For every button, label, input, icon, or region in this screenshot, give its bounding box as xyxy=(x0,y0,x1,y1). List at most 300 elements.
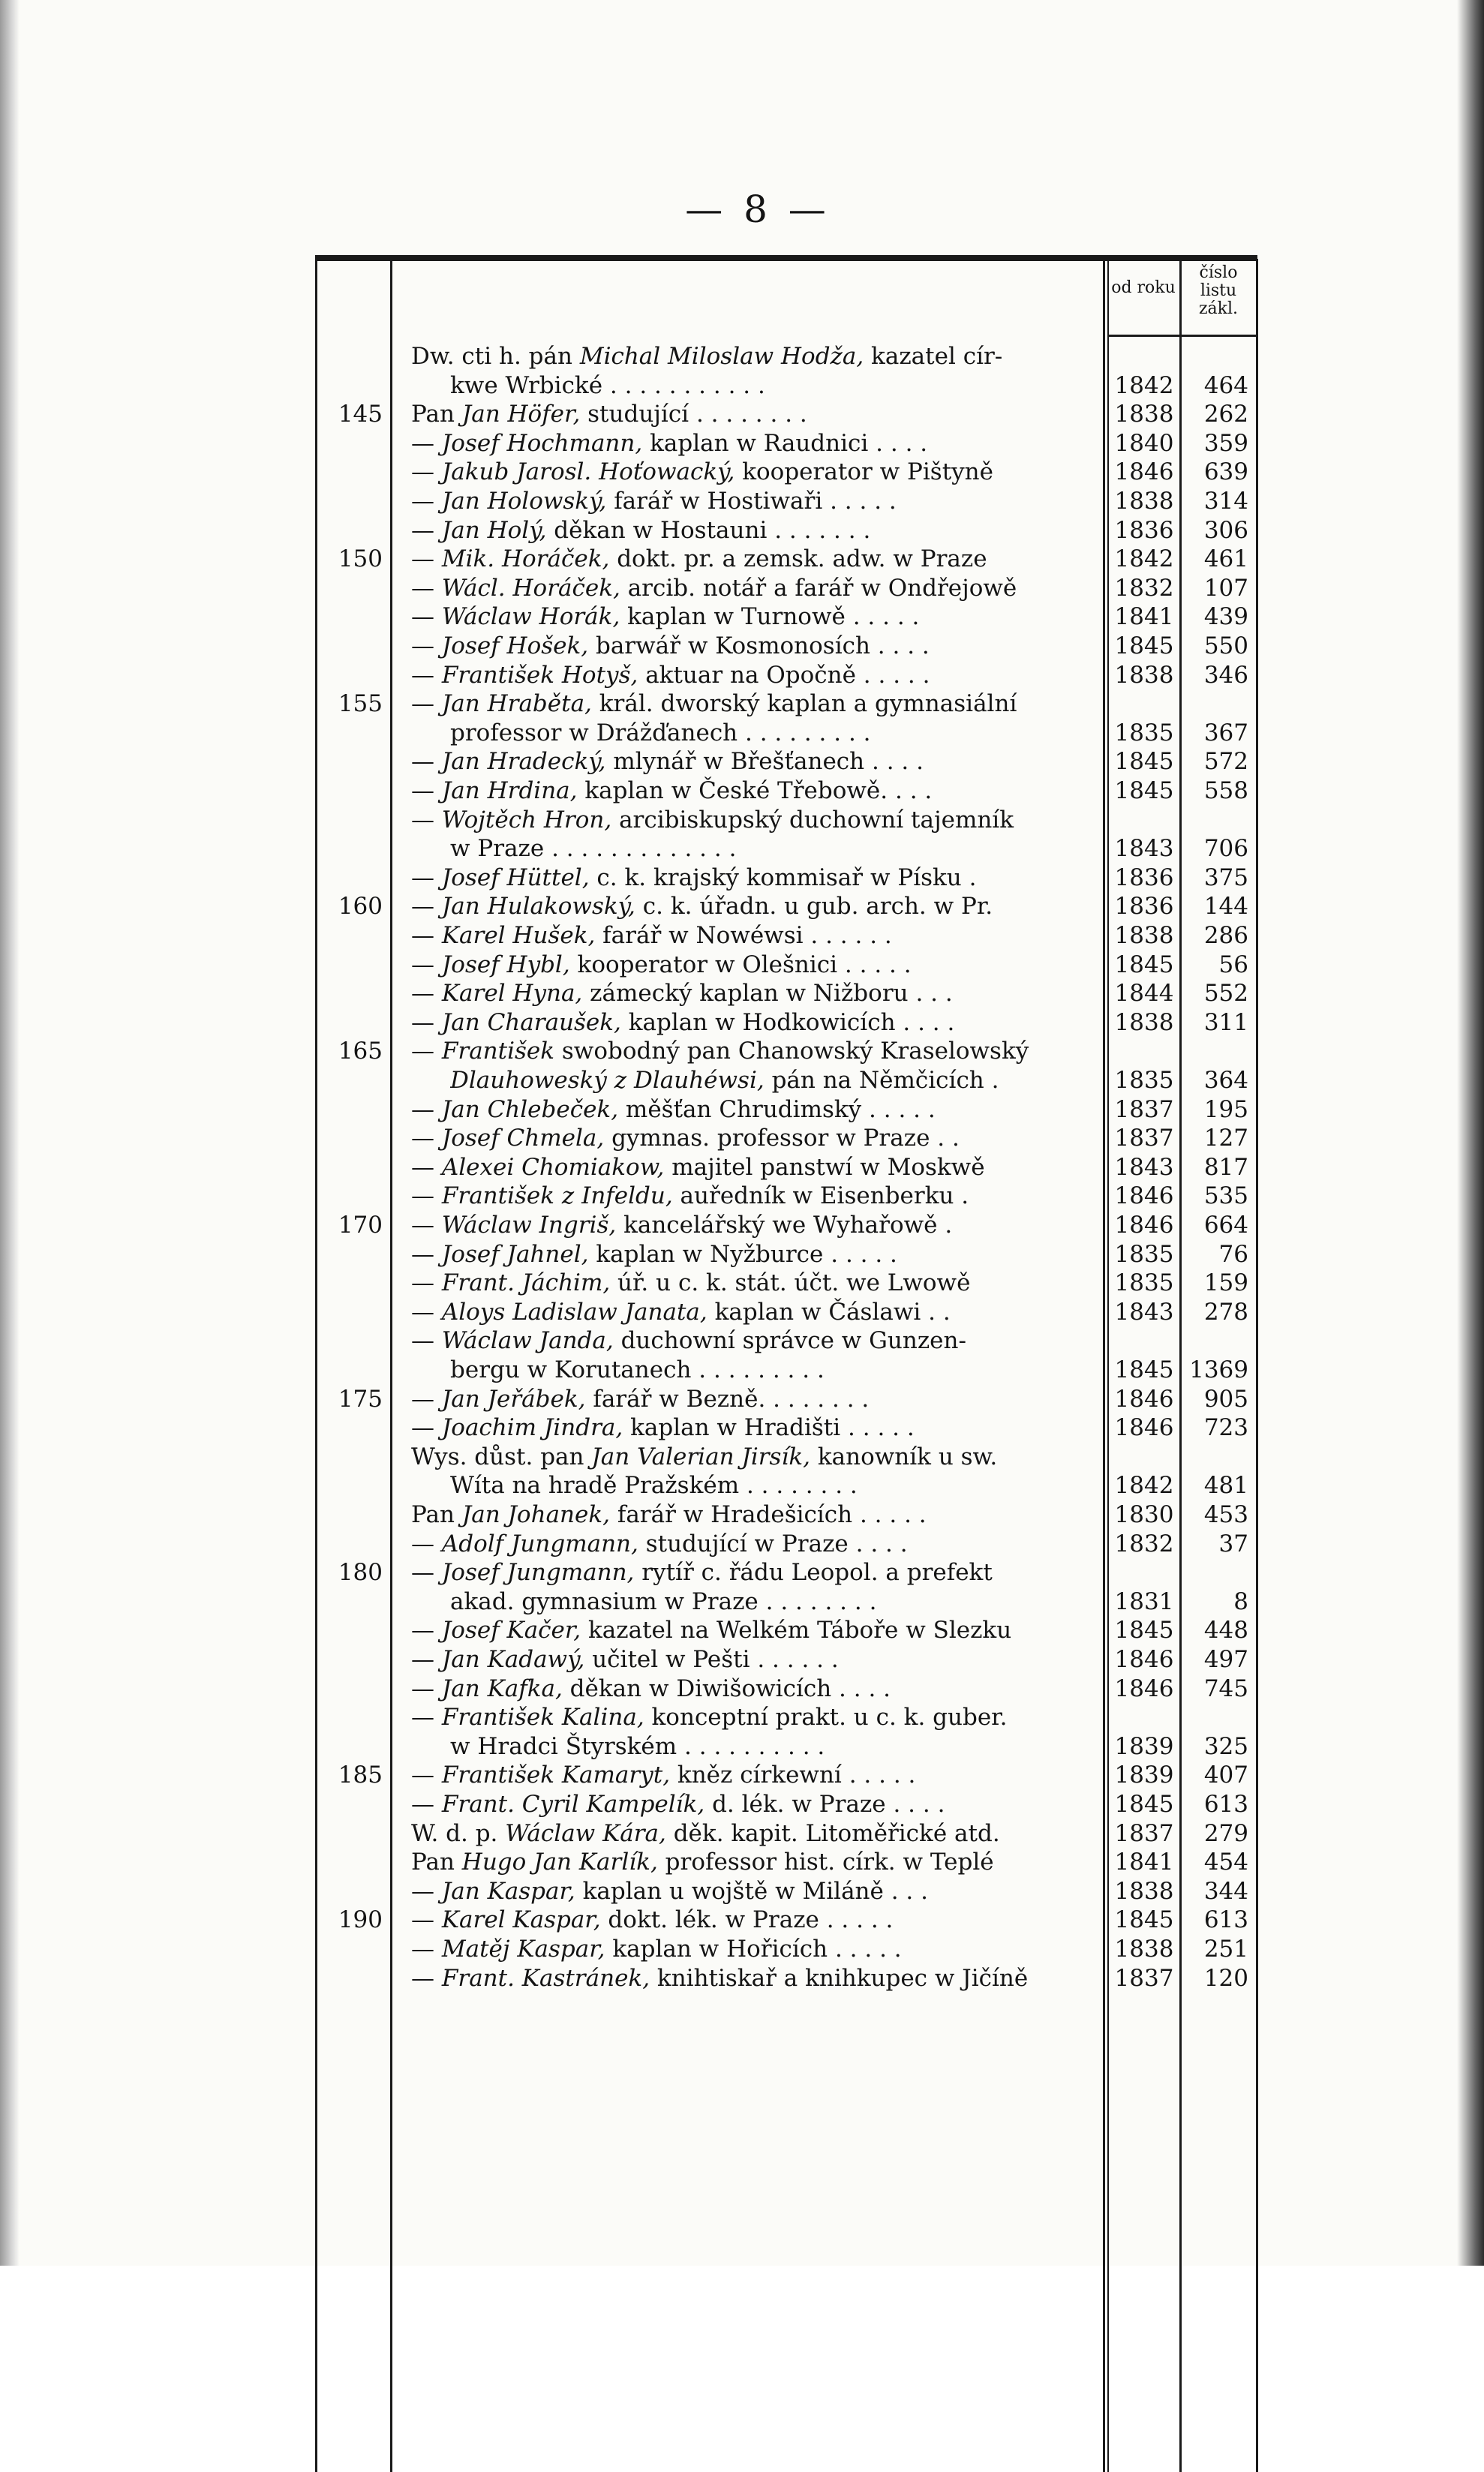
entry-row xyxy=(0,921,1484,950)
entry-sheet-number: 723 xyxy=(1203,1414,1248,1442)
entry-description: . . . . . . . . . xyxy=(737,719,871,746)
entry-sheet-number: 144 xyxy=(1203,893,1248,921)
entry-prefix: — xyxy=(411,1617,442,1644)
entry-row xyxy=(0,719,1484,747)
entry-person-name: Hugo Jan Karlík, xyxy=(461,1849,658,1876)
entry-prefix: — xyxy=(411,1298,442,1326)
entry-sheet-number: 195 xyxy=(1203,1095,1248,1123)
entry-text xyxy=(411,429,1094,458)
entry-person-name: Alexei Chomiakow, xyxy=(441,1153,665,1181)
entry-person-name: Jan Chlebeček, xyxy=(441,1095,619,1123)
entry-row xyxy=(0,1761,1484,1789)
entry-row xyxy=(0,1413,1484,1442)
entry-prefix: — xyxy=(411,574,442,602)
entry-text xyxy=(450,1587,1133,1616)
entry-row xyxy=(0,1037,1484,1065)
entry-prefix: — xyxy=(411,1762,442,1789)
entry-year: 1839 xyxy=(1114,1732,1174,1760)
entry-row xyxy=(0,1645,1484,1674)
entry-prefix: — xyxy=(411,1646,442,1673)
entry-row xyxy=(0,1066,1484,1095)
entry-prefix: — xyxy=(411,1327,442,1355)
entry-year: 1838 xyxy=(1114,1936,1174,1963)
entry-sheet-number: 286 xyxy=(1203,922,1248,949)
entry-row xyxy=(0,1530,1484,1558)
entry-year: 1843 xyxy=(1114,1153,1174,1181)
entry-year: 1845 xyxy=(1114,1906,1174,1934)
entry-description: farář w Hostiwaři . . . . . xyxy=(606,488,897,515)
entry-prefix: Pan xyxy=(411,1501,462,1528)
entry-person-name: Jan Jeřábek, xyxy=(441,1385,586,1413)
entry-text xyxy=(411,892,1094,921)
entry-person-name: Josef Hüttel, xyxy=(441,864,590,891)
entry-row xyxy=(0,979,1484,1008)
entry-text xyxy=(411,1037,1094,1065)
entry-year: 1830 xyxy=(1114,1501,1174,1528)
entry-text xyxy=(411,1877,1094,1906)
entry-year: 1846 xyxy=(1114,1675,1174,1702)
entry-year: 1832 xyxy=(1114,1530,1174,1557)
entry-prefix: — xyxy=(411,1153,442,1181)
entry-person-name: Josef Kačer, xyxy=(441,1617,581,1644)
entry-prefix: W. d. p. xyxy=(411,1819,506,1847)
entry-prefix: — xyxy=(411,1125,442,1152)
entry-description: konceptní prakt. u c. k. guber. xyxy=(644,1704,1008,1732)
entry-text xyxy=(411,1182,1094,1210)
entry-row xyxy=(0,1732,1484,1761)
entry-text xyxy=(450,1471,1133,1500)
entry-text xyxy=(411,632,1094,660)
entry-text xyxy=(411,458,1094,486)
entry-description: knihtiskař a knihkupec w Jičíně xyxy=(650,1964,1029,1992)
entry-description: duchowní správce w Gunzen- xyxy=(613,1327,966,1355)
entry-row xyxy=(0,1008,1484,1037)
entry-person-name: Jan Kadawý, xyxy=(441,1646,585,1673)
entry-sheet-number: 375 xyxy=(1203,864,1248,891)
entry-text xyxy=(450,1732,1133,1761)
entry-row xyxy=(0,545,1484,573)
entry-person-name: Karel Hušek, xyxy=(441,922,596,949)
entry-year: 1837 xyxy=(1114,1125,1174,1152)
entry-text xyxy=(411,1211,1094,1239)
entry-description: dokt. pr. a zemsk. adw. w Praze xyxy=(609,545,987,573)
entry-sheet-number: 37 xyxy=(1218,1530,1248,1557)
entry-year: 1842 xyxy=(1114,371,1174,399)
entry-prefix: kwe Wrbické xyxy=(450,371,603,399)
entry-text xyxy=(411,776,1094,805)
entry-text xyxy=(411,516,1094,545)
entry-description: zámecký kaplan w Nižboru . . . xyxy=(582,980,953,1008)
entry-text xyxy=(411,1558,1094,1587)
entry-sheet-number: 558 xyxy=(1203,777,1248,804)
entry-prefix: — xyxy=(411,1530,442,1557)
entry-row xyxy=(0,1443,1484,1471)
entry-year: 1835 xyxy=(1114,1240,1174,1268)
entry-year: 1836 xyxy=(1114,516,1174,544)
entry-text xyxy=(411,1906,1094,1934)
entry-year: 1844 xyxy=(1114,980,1174,1008)
page-number: — 8 — xyxy=(685,188,831,231)
entry-text xyxy=(411,1819,1094,1848)
entry-person-name: Jan Hraběta, xyxy=(441,690,592,718)
entry-row xyxy=(0,1675,1484,1703)
entry-sheet-number: 745 xyxy=(1203,1675,1248,1702)
entry-row xyxy=(0,1935,1484,1963)
entry-prefix: w Praze xyxy=(450,835,545,863)
entry-description: kaplan w Hořicích . . . . . xyxy=(605,1936,902,1963)
entry-row xyxy=(0,1385,1484,1413)
entry-text xyxy=(450,1066,1133,1095)
entry-row xyxy=(0,1819,1484,1848)
entry-year: 1841 xyxy=(1114,603,1174,631)
entry-description: děk. kapit. Litoměřické atd. xyxy=(665,1819,1000,1847)
year-column-header: od roku xyxy=(1111,278,1176,297)
entry-sheet-number: 550 xyxy=(1203,632,1248,659)
entry-prefix: — xyxy=(411,806,442,834)
entry-row xyxy=(0,400,1484,428)
entry-row xyxy=(0,1356,1484,1384)
entry-description: c. k. úřadn. u gub. arch. w Pr. xyxy=(635,893,993,921)
table-top-rule xyxy=(315,255,1257,261)
entry-prefix: — xyxy=(411,1008,442,1036)
entry-text xyxy=(411,1298,1094,1326)
year-header-underline xyxy=(1107,335,1181,337)
entry-row xyxy=(0,342,1484,371)
entry-prefix: — xyxy=(411,488,442,515)
entry-sheet-number: 107 xyxy=(1203,574,1248,602)
entry-sheet-number: 639 xyxy=(1203,458,1248,486)
entry-row xyxy=(0,951,1484,979)
entry-year: 1845 xyxy=(1114,1791,1174,1818)
entry-text xyxy=(411,1240,1094,1269)
entry-prefix: — xyxy=(411,1906,442,1934)
entry-person-name: Wáclaw Kára, xyxy=(505,1819,666,1847)
entry-text xyxy=(411,1095,1094,1124)
entry-sheet-number: 572 xyxy=(1203,748,1248,776)
entry-description: kooperator w Olešnici . . . . . xyxy=(569,951,912,978)
entry-prefix: — xyxy=(411,951,442,978)
entry-person-name: Jan Hradecký, xyxy=(441,748,606,776)
entry-description: kaplan w České Třebowě. . . . xyxy=(577,777,933,804)
entry-text xyxy=(411,1790,1094,1819)
entry-row xyxy=(0,1964,1484,1993)
entry-description: děkan w Diwišowicích . . . . xyxy=(562,1675,891,1702)
entry-description: studující w Praze . . . . xyxy=(638,1530,908,1557)
entry-description: . . . . . . . . xyxy=(739,1472,858,1500)
entry-sheet-number: 481 xyxy=(1203,1472,1248,1500)
entry-description: . . . . . . . . xyxy=(758,1587,877,1615)
entry-person-name: Jan Holý, xyxy=(441,516,547,544)
entry-year: 1837 xyxy=(1114,1819,1174,1847)
entry-person-name: Karel Kaspar, xyxy=(441,1906,601,1934)
entry-text xyxy=(450,719,1133,747)
entry-description: kazatel na Welkém Táboře w Slezku xyxy=(581,1617,1012,1644)
entry-year: 1832 xyxy=(1114,574,1174,602)
entry-description: měšťan Chrudimský . . . . . xyxy=(618,1095,936,1123)
entry-sheet-number: 262 xyxy=(1203,401,1248,428)
entry-prefix: akad. gymnasium w Praze xyxy=(450,1587,759,1615)
entry-sheet-number: 314 xyxy=(1203,488,1248,515)
entry-sheet-number: 454 xyxy=(1203,1849,1248,1876)
entry-person-name: Jan Kaspar, xyxy=(441,1877,575,1905)
entry-description: farář w Hradešicích . . . . . xyxy=(610,1501,927,1528)
entry-text xyxy=(411,545,1094,573)
entry-sheet-number: 346 xyxy=(1203,661,1248,689)
entry-year: 1845 xyxy=(1114,1356,1174,1383)
entry-sheet-number: 664 xyxy=(1203,1212,1248,1239)
entry-sheet-number: 306 xyxy=(1203,516,1248,544)
entry-row xyxy=(0,1703,1484,1732)
entry-prefix: — xyxy=(411,458,442,486)
entry-sheet-number: 552 xyxy=(1203,980,1248,1008)
entry-prefix: professor w Drážďanech xyxy=(450,719,738,746)
entry-description: dokt. lék. w Praze . . . . . xyxy=(600,1906,894,1934)
entry-person-name: Aloys Ladislaw Janata, xyxy=(441,1298,707,1326)
entry-year: 1846 xyxy=(1114,1212,1174,1239)
entry-description: barwář w Kosmonosích . . . . xyxy=(588,632,930,659)
entry-prefix: Wíta na hradě Pražském xyxy=(450,1472,740,1500)
entry-prefix: Pan xyxy=(411,401,462,428)
entry-text xyxy=(450,834,1133,863)
entry-description: kněz církewní . . . . . xyxy=(670,1762,916,1789)
entry-sheet-number: 706 xyxy=(1203,835,1248,863)
entry-row xyxy=(0,1877,1484,1906)
entry-prefix: — xyxy=(411,777,442,804)
entry-person-name: Joachim Jindra, xyxy=(441,1414,623,1442)
entry-text xyxy=(411,864,1094,892)
entry-year: 1843 xyxy=(1114,1298,1174,1326)
entry-row xyxy=(0,1848,1484,1876)
entry-person-name: Jan Charaušek, xyxy=(441,1008,621,1036)
entry-description: d. lék. w Praze . . . . xyxy=(704,1791,945,1818)
entry-number: 155 xyxy=(338,690,383,718)
entry-description: král. dworský kaplan a gymnasiální xyxy=(591,690,1017,718)
entry-person-name: Adolf Jungmann, xyxy=(441,1530,638,1557)
entry-sheet-number: 344 xyxy=(1203,1877,1248,1905)
entry-prefix: Pan xyxy=(411,1849,462,1876)
entry-person-name: František z Infeldu, xyxy=(441,1182,673,1210)
entry-person-name: Josef Hybl, xyxy=(441,951,570,978)
entry-row xyxy=(0,487,1484,515)
entry-row xyxy=(0,1616,1484,1644)
entry-prefix: — xyxy=(411,1095,442,1123)
entry-text xyxy=(411,1500,1094,1529)
entry-prefix: — xyxy=(411,1675,442,1702)
entry-person-name: Karel Hyna, xyxy=(441,980,583,1008)
entry-person-name: Wáclaw Janda, xyxy=(441,1327,614,1355)
entry-year: 1845 xyxy=(1114,951,1174,978)
entry-description: kaplan w Raudnici . . . . xyxy=(642,429,928,457)
entry-row xyxy=(0,689,1484,718)
entry-person-name: František Hotyš, xyxy=(441,661,638,689)
entry-description: . . . . . . . . . . . xyxy=(602,371,765,399)
entry-sheet-number: 127 xyxy=(1203,1125,1248,1152)
entry-row xyxy=(0,1298,1484,1326)
entry-sheet-number: 905 xyxy=(1203,1385,1248,1413)
entry-description: učitel w Pešti . . . . . . xyxy=(584,1646,839,1673)
entry-sheet-number: 325 xyxy=(1203,1732,1248,1760)
entry-sheet-number: 453 xyxy=(1203,1501,1248,1528)
entry-text xyxy=(411,487,1094,515)
entry-row xyxy=(0,632,1484,660)
entry-sheet-number: 817 xyxy=(1203,1153,1248,1181)
entry-description: majitel panstwí w Moskwě xyxy=(664,1153,985,1181)
entry-person-name: Josef Hochmann, xyxy=(441,429,643,457)
entry-year: 1845 xyxy=(1114,1617,1174,1644)
entry-text xyxy=(411,1645,1094,1674)
entry-number: 160 xyxy=(338,893,383,921)
entry-person-name: Wojtěch Hron, xyxy=(441,806,612,834)
entry-description: kaplan w Čáslawi . . xyxy=(707,1298,951,1326)
entry-number: 175 xyxy=(338,1385,383,1413)
entry-sheet-number: 448 xyxy=(1203,1617,1248,1644)
entry-description: kaplan u wojště w Miláně . . . xyxy=(575,1877,928,1905)
entry-person-name: Frant. Kastránek, xyxy=(441,1964,650,1992)
entry-text xyxy=(411,1675,1094,1703)
entry-year: 1841 xyxy=(1114,1849,1174,1876)
entry-year: 1846 xyxy=(1114,458,1174,486)
entry-text xyxy=(411,1703,1094,1732)
entry-person-name: Josef Jungmann, xyxy=(441,1559,635,1587)
entry-row xyxy=(0,1269,1484,1297)
entry-person-name: Wáclaw Ingriš, xyxy=(441,1212,617,1239)
entry-number: 190 xyxy=(338,1906,383,1934)
entry-sheet-number: 56 xyxy=(1218,951,1248,978)
entry-description: kancelářský we Wyhařowě . xyxy=(616,1212,953,1239)
entry-person-name: Frant. Jáchim, xyxy=(441,1269,611,1297)
entry-text xyxy=(411,951,1094,979)
entry-number: 145 xyxy=(338,401,383,428)
entry-sheet-number: 159 xyxy=(1203,1269,1248,1297)
entry-text xyxy=(411,747,1094,776)
entry-year: 1835 xyxy=(1114,719,1174,746)
entry-sheet-number: 8 xyxy=(1233,1587,1248,1615)
entry-description: . . . . . . . . . . . . . xyxy=(544,835,737,863)
entry-person-name: Jan Valerian Jirsík, xyxy=(591,1443,811,1470)
entry-year: 1845 xyxy=(1114,777,1174,804)
entry-text xyxy=(411,689,1094,718)
entry-prefix: — xyxy=(411,661,442,689)
sheet-header-underline xyxy=(1181,335,1256,337)
entry-description: úř. u c. k. stát. účt. we Lwowě xyxy=(610,1269,971,1297)
entry-row xyxy=(0,429,1484,458)
entry-prefix: — xyxy=(411,1704,442,1732)
entry-person-name: Dlauhoweský z Dlauhéwsi, xyxy=(450,1067,765,1094)
entry-person-name: František Kamaryt, xyxy=(441,1762,671,1789)
entry-year: 1836 xyxy=(1114,893,1174,921)
entry-row xyxy=(0,892,1484,921)
sheet-column-header: číslo listu zákl. xyxy=(1198,263,1239,318)
entry-number: 180 xyxy=(338,1559,383,1587)
entry-row xyxy=(0,1240,1484,1269)
entry-year: 1840 xyxy=(1114,429,1174,457)
entry-year: 1842 xyxy=(1114,1472,1174,1500)
entry-sheet-number: 364 xyxy=(1203,1067,1248,1094)
entry-year: 1838 xyxy=(1114,661,1174,689)
entry-row xyxy=(0,747,1484,776)
entry-prefix: — xyxy=(411,1212,442,1239)
entry-prefix: — xyxy=(411,1269,442,1297)
entry-description: kaplan w Turnowě . . . . . xyxy=(620,603,920,631)
entry-prefix: — xyxy=(411,1964,442,1992)
entry-sheet-number: 278 xyxy=(1203,1298,1248,1326)
entry-description: kaplan w Hradišti . . . . . xyxy=(623,1414,915,1442)
entry-text xyxy=(411,1413,1094,1442)
entry-person-name: Jan Johanek, xyxy=(461,1501,610,1528)
entry-row xyxy=(0,1326,1484,1355)
entry-person-name: Jan Holowský, xyxy=(441,488,607,515)
entry-prefix: — xyxy=(411,1791,442,1818)
entry-prefix: — xyxy=(411,1414,442,1442)
entry-prefix: w Hradci Štyrském xyxy=(450,1732,677,1760)
entry-prefix: — xyxy=(411,748,442,776)
entry-row xyxy=(0,834,1484,863)
entry-text xyxy=(411,1530,1094,1558)
entry-prefix: — xyxy=(411,429,442,457)
entry-row xyxy=(0,458,1484,486)
entry-sheet-number: 497 xyxy=(1203,1646,1248,1673)
entry-year: 1843 xyxy=(1114,835,1174,863)
entry-text xyxy=(411,1124,1094,1152)
entry-year: 1846 xyxy=(1114,1646,1174,1673)
entry-year: 1836 xyxy=(1114,864,1174,891)
entry-person-name: Mik. Horáček, xyxy=(441,545,610,573)
entry-text xyxy=(411,1935,1094,1963)
entry-description: aktuar na Opočně . . . . . xyxy=(638,661,930,689)
entry-row xyxy=(0,516,1484,545)
entry-prefix: — xyxy=(411,1385,442,1413)
entry-prefix: — xyxy=(411,516,442,544)
entry-prefix: — xyxy=(411,1182,442,1210)
entry-sheet-number: 367 xyxy=(1203,719,1248,746)
entry-number: 150 xyxy=(338,545,383,573)
entry-prefix: — xyxy=(411,1240,442,1268)
entry-year: 1838 xyxy=(1114,922,1174,949)
entry-row xyxy=(0,1211,1484,1239)
entry-row xyxy=(0,371,1484,400)
entry-row xyxy=(0,574,1484,602)
entry-person-name: Wácl. Horáček, xyxy=(441,574,620,602)
entry-row xyxy=(0,1182,1484,1210)
entry-prefix: — xyxy=(411,1559,442,1587)
entry-description: professor hist. círk. w Teplé xyxy=(657,1849,994,1876)
entry-person-name: Frant. Cyril Kampelík, xyxy=(441,1791,705,1818)
entry-person-name: Jakub Jarosl. Hoťowacký, xyxy=(441,458,735,486)
entry-sheet-number: 1369 xyxy=(1189,1356,1248,1383)
entry-description: kaplan w Hodkowicích . . . . xyxy=(620,1008,955,1036)
entry-person-name: Jan Kafka, xyxy=(441,1675,563,1702)
entry-sheet-number: 439 xyxy=(1203,603,1248,631)
entry-sheet-number: 535 xyxy=(1203,1182,1248,1210)
entry-description: studující . . . . . . . . xyxy=(580,401,807,428)
entry-person-name: Josef Chmela, xyxy=(441,1125,605,1152)
entry-text xyxy=(411,921,1094,950)
entry-text xyxy=(450,371,1133,400)
entry-text xyxy=(411,1616,1094,1644)
entry-text xyxy=(411,1964,1094,1993)
entry-person-name: Michal Miloslaw Hodža, xyxy=(579,343,864,370)
entry-person-name: Jan Höfer, xyxy=(461,401,581,428)
entry-person-name: Josef Hošek, xyxy=(441,632,589,659)
entry-description: rytíř c. řádu Leopol. a prefekt xyxy=(634,1559,993,1587)
entry-row xyxy=(0,806,1484,834)
entry-text xyxy=(411,1269,1094,1297)
entry-description: gymnas. professor w Praze . . xyxy=(604,1125,960,1152)
entry-year: 1838 xyxy=(1114,401,1174,428)
entry-sheet-number: 613 xyxy=(1203,1906,1248,1934)
entry-row xyxy=(0,1471,1484,1500)
entry-text xyxy=(411,1008,1094,1037)
